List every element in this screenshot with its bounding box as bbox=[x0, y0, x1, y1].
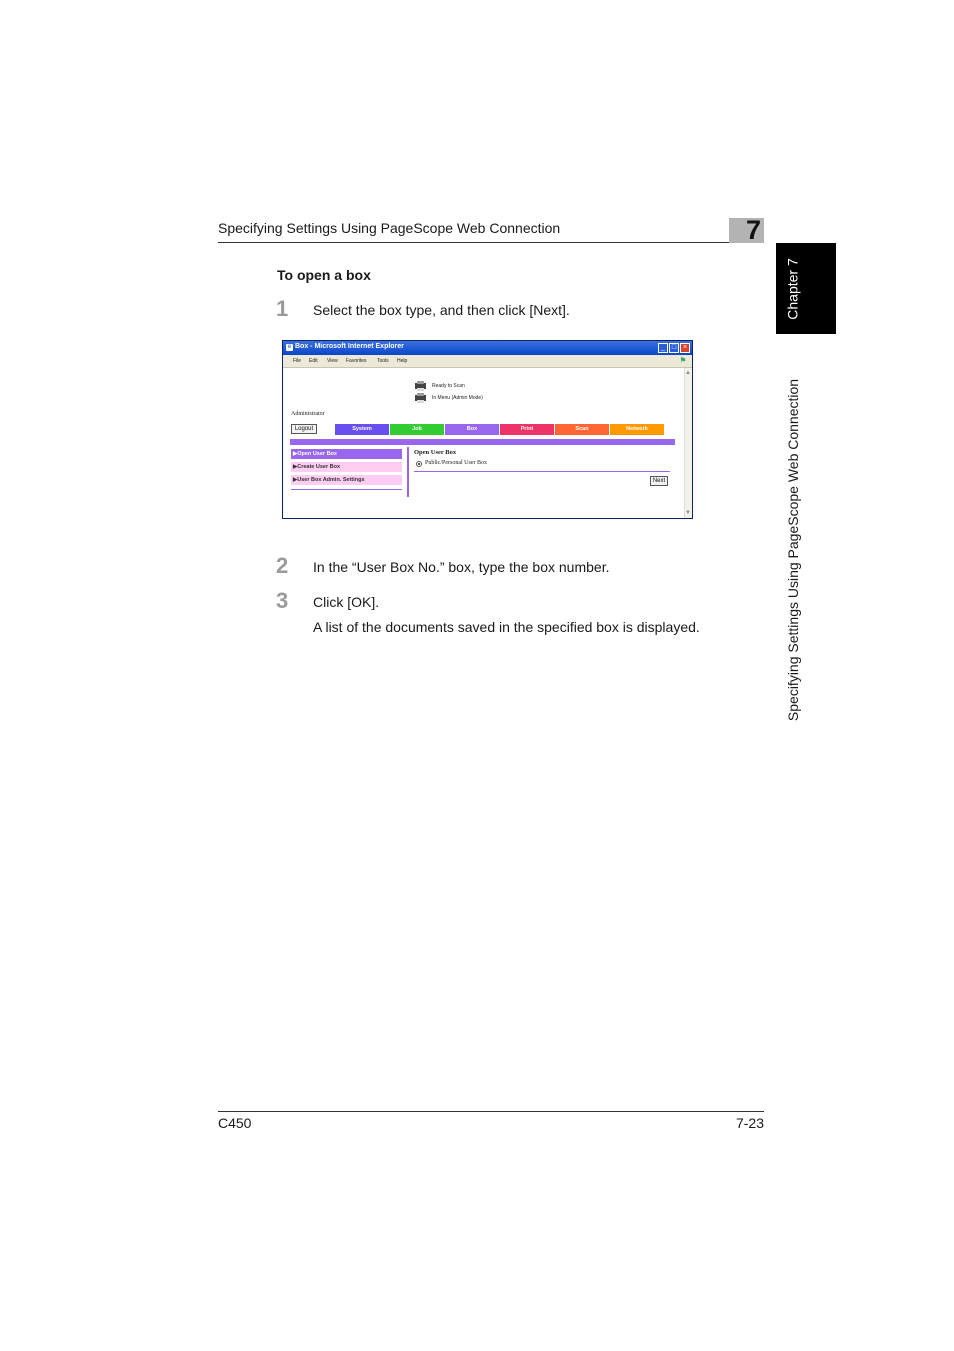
chapter-side-tab-label-wrap bbox=[776, 243, 810, 334]
menu-item-help[interactable]: Help bbox=[397, 358, 408, 364]
status-mode: In Menu (Admin Mode) bbox=[432, 395, 483, 401]
step-number: 1 bbox=[276, 296, 289, 321]
tab-box[interactable]: Box bbox=[445, 424, 499, 435]
nav-open-user-box[interactable]: ▶Open User Box bbox=[291, 449, 402, 460]
chapter-number: 7 bbox=[745, 215, 761, 245]
step-text: Click [OK]. bbox=[313, 594, 380, 610]
running-header-title: Specifying Settings Using PageScope Web Connection bbox=[218, 220, 561, 236]
tab-scan[interactable]: Scan bbox=[555, 424, 609, 435]
chapter-side-tab-label: Chapter 7 bbox=[785, 257, 802, 320]
tab-system[interactable]: System bbox=[335, 424, 389, 435]
menu-item-edit[interactable]: Edit bbox=[309, 358, 318, 364]
tab-job[interactable]: Job bbox=[390, 424, 444, 435]
nav-create-user-box[interactable]: ▶Create User Box bbox=[291, 462, 402, 473]
step-note: A list of the documents saved in the specified box is displayed. bbox=[313, 619, 700, 635]
section-bar bbox=[290, 439, 675, 445]
footer-model: C450 bbox=[218, 1115, 252, 1131]
ie-icon: e bbox=[287, 344, 292, 350]
scroll-up-icon[interactable]: ▲ bbox=[685, 370, 691, 376]
nav-user-box-admin-settings[interactable]: ▶User Box Admin. Settings bbox=[291, 475, 402, 486]
tab-print[interactable]: Print bbox=[500, 424, 554, 435]
minimize-icon[interactable]: _ bbox=[658, 343, 668, 353]
menu-bar bbox=[283, 355, 692, 368]
panel-rule bbox=[414, 471, 670, 472]
side-running-title: Specifying Settings Using PageScope Web Connection bbox=[785, 378, 801, 722]
tab-network[interactable]: Network bbox=[610, 424, 664, 435]
menu-item-tools[interactable]: Tools bbox=[377, 358, 389, 364]
header-rule bbox=[218, 242, 764, 243]
footer-rule bbox=[218, 1111, 764, 1112]
menu-item-favorites[interactable]: Favorites bbox=[346, 358, 367, 364]
step-text: Select the box type, and then click [Next]. bbox=[313, 302, 570, 318]
logout-button[interactable]: Logout bbox=[291, 424, 317, 434]
close-icon[interactable]: × bbox=[680, 343, 690, 353]
menu-item-view[interactable]: View bbox=[327, 358, 338, 364]
printer-icon bbox=[414, 393, 427, 403]
side-running-title-wrap bbox=[776, 350, 810, 750]
nav-divider bbox=[291, 489, 402, 490]
box-type-radio[interactable] bbox=[416, 461, 422, 467]
window-title: Box - Microsoft Internet Explorer bbox=[295, 343, 404, 350]
vertical-scrollbar[interactable] bbox=[684, 368, 693, 518]
printer-icon bbox=[414, 381, 427, 391]
scroll-down-icon[interactable]: ▼ bbox=[685, 510, 691, 516]
section-heading: To open a box bbox=[277, 267, 371, 283]
status-ready: Ready to Scan bbox=[432, 383, 465, 389]
panel-divider bbox=[407, 447, 409, 497]
next-button[interactable]: Next bbox=[650, 476, 668, 486]
step-number: 2 bbox=[276, 553, 289, 578]
maximize-icon[interactable]: □ bbox=[669, 343, 679, 353]
menu-item-file[interactable]: File bbox=[293, 358, 302, 364]
browser-screenshot bbox=[282, 340, 693, 519]
step-text: In the “User Box No.” box, type the box number. bbox=[313, 559, 610, 575]
footer-page-number: 7-23 bbox=[735, 1115, 764, 1131]
box-type-radio-label: Public/Personal User Box bbox=[425, 460, 487, 466]
panel-title: Open User Box bbox=[414, 449, 457, 456]
step-number: 3 bbox=[276, 588, 289, 613]
windows-flag-icon: ⚑ bbox=[679, 356, 687, 365]
user-label: Administrator bbox=[291, 411, 325, 417]
